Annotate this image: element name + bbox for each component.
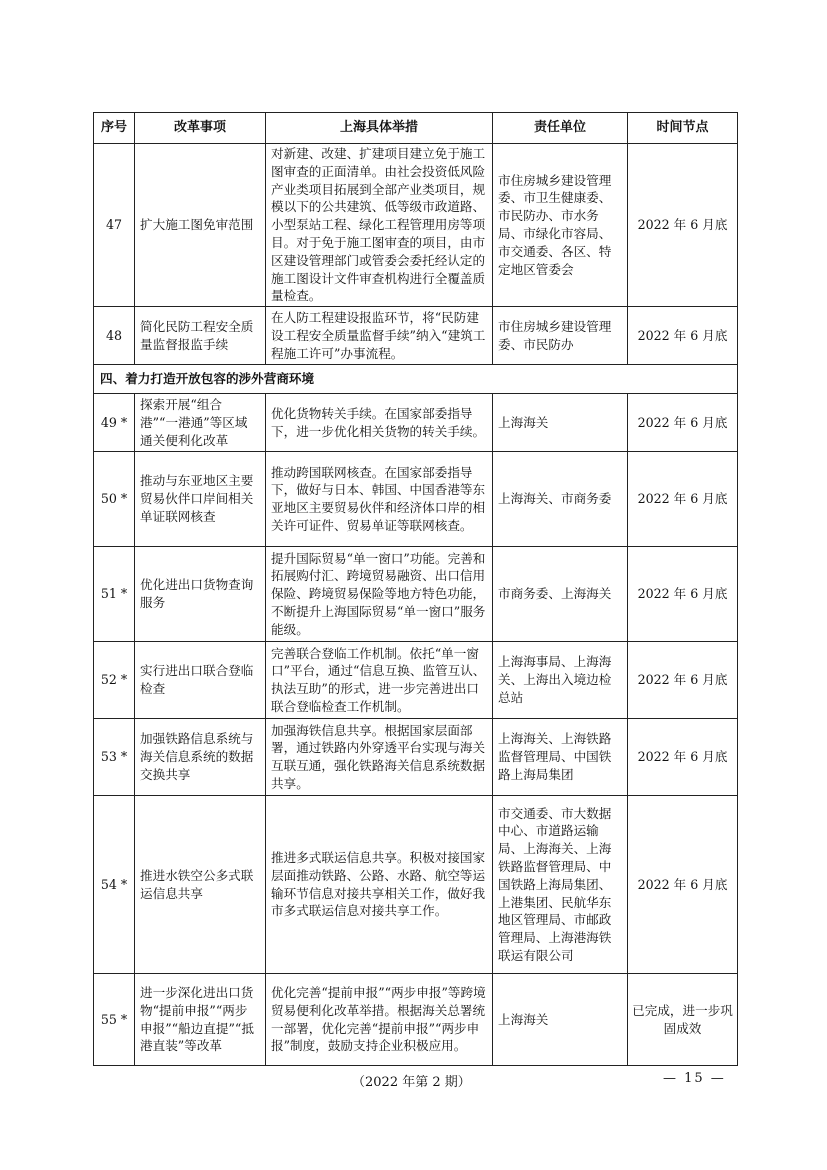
issue-label: （2022 年第 2 期） — [352, 1075, 471, 1090]
header-time: 时间节点 — [628, 113, 738, 144]
header-row — [94, 113, 738, 144]
row-measure: 加强海铁信息共享。根据国家层面部署，通过铁路内外穿透平台实现与海关互联互通，强化铁路海关信息系统数据共享。 — [266, 719, 493, 796]
row-no: 50 * — [94, 452, 135, 547]
page-number: — 15 — — [663, 1071, 726, 1086]
section-row — [94, 365, 738, 394]
table-row — [94, 452, 738, 547]
row-measure: 优化完善“提前申报”“两步申报”等跨境贸易便利化改革举措。根据海关总署统一部署，优化完善“提前申报”“两步申报”制度，鼓励支持企业积极应用。 — [266, 974, 493, 1066]
row-item: 优化进出口货物查询服务 — [135, 547, 266, 642]
row-time: 2022 年 6 月底 — [628, 394, 738, 452]
row-unit: 上海海关 — [493, 974, 628, 1066]
row-time: 2022 年 6 月底 — [628, 719, 738, 796]
row-item: 实行进出口联合登临检查 — [135, 642, 266, 719]
row-item: 推进水铁空公多式联运信息共享 — [135, 796, 266, 974]
row-item: 探索开展“组合港”“一港通”等区域通关便利化改革 — [135, 394, 266, 452]
row-no: 55 * — [94, 974, 135, 1066]
row-no: 53 * — [94, 719, 135, 796]
table-row — [94, 974, 738, 1066]
row-time: 2022 年 6 月底 — [628, 642, 738, 719]
header-no: 序号 — [94, 113, 135, 144]
row-no: 49 * — [94, 394, 135, 452]
row-no: 47 — [94, 144, 135, 307]
header-unit: 责任单位 — [493, 113, 628, 144]
row-item: 推动与东亚地区主要贸易伙伴口岸间相关单证联网核查 — [135, 452, 266, 547]
row-time: 已完成，进一步巩固成效 — [628, 974, 738, 1066]
row-unit: 市交通委、市大数据中心、市道路运输局、上海海关、上海铁路监督管理局、中国铁路上海局集团、上港集团、民航华东地区管理局、市邮政管理局、上海港海铁联运有限公司 — [493, 796, 628, 974]
header-item: 改革事项 — [135, 113, 266, 144]
row-time: 2022 年 6 月底 — [628, 307, 738, 365]
header-measure: 上海具体举措 — [266, 113, 493, 144]
row-unit: 市住房城乡建设管理委、市卫生健康委、市民防办、市水务局、市绿化市容局、市交通委、各区、特定地区管委会 — [493, 144, 628, 307]
row-measure: 推动跨国联网核查。在国家部委指导下，做好与日本、韩国、中国香港等东亚地区主要贸易伙伴和经济体口岸的相关许可证件、贸易单证等联网核查。 — [266, 452, 493, 547]
row-unit: 上海海事局、上海海关、上海出入境边检总站 — [493, 642, 628, 719]
row-item: 简化民防工程安全质量监督报监手续 — [135, 307, 266, 365]
row-time: 2022 年 6 月底 — [628, 796, 738, 974]
row-no: 51 * — [94, 547, 135, 642]
table-row — [94, 719, 738, 796]
table-row — [94, 796, 738, 974]
table-row — [94, 307, 738, 365]
page-footer — [0, 1071, 827, 1091]
row-no: 48 — [94, 307, 135, 365]
row-time: 2022 年 6 月底 — [628, 452, 738, 547]
table-row — [94, 144, 738, 307]
row-unit: 市住房城乡建设管理委、市民防办 — [493, 307, 628, 365]
row-item: 扩大施工图免审范围 — [135, 144, 266, 307]
table-row — [94, 547, 738, 642]
row-unit: 上海海关 — [493, 394, 628, 452]
row-measure: 推进多式联运信息共享。积极对接国家层面推动铁路、公路、水路、航空等运输环节信息对接共享相关工作，做好我市多式联运信息对接共享工作。 — [266, 796, 493, 974]
row-measure: 对新建、改建、扩建项目建立免于施工图审查的正面清单。由社会投资低风险产业类项目拓展到全部产业类项目，规模以下的公共建筑、低等级市政道路、小型泵站工程、绿化工程管理用房等项目。对于免于施工图审查的项目，由市区建设管理部门或管委会委托经认定的施工图设计文件审查机构进行全覆盖质量检查。 — [266, 144, 493, 307]
row-measure: 在人防工程建设报监环节，将“民防建设工程安全质量监督手续”纳入“建筑工程施工许可”办事流程。 — [266, 307, 493, 365]
row-measure: 完善联合登临工作机制。依托“单一窗口”平台，通过“信息互换、监管互认、执法互助”的形式，进一步完善进出口联合登临检查工作机制。 — [266, 642, 493, 719]
row-unit: 上海海关、上海铁路监督管理局、中国铁路上海局集团 — [493, 719, 628, 796]
row-unit: 上海海关、市商务委 — [493, 452, 628, 547]
section-heading: 四、着力打造开放包容的涉外营商环境 — [94, 365, 738, 394]
row-measure: 优化货物转关手续。在国家部委指导下，进一步优化相关货物的转关手续。 — [266, 394, 493, 452]
table-row — [94, 394, 738, 452]
row-unit: 市商务委、上海海关 — [493, 547, 628, 642]
row-time: 2022 年 6 月底 — [628, 547, 738, 642]
row-measure: 提升国际贸易“单一窗口”功能。完善和拓展购付汇、跨境贸易融资、出口信用保险、跨境贸易保险等地方特色功能，不断提升上海国际贸易“单一窗口”服务能级。 — [266, 547, 493, 642]
table-row — [94, 642, 738, 719]
row-item: 进一步深化进出口货物“提前申报”“两步申报”“船边直提”“抵港直装”等改革 — [135, 974, 266, 1066]
row-no: 54 * — [94, 796, 135, 974]
row-no: 52 * — [94, 642, 135, 719]
row-item: 加强铁路信息系统与海关信息系统的数据交换共享 — [135, 719, 266, 796]
reform-table — [93, 112, 738, 1066]
row-time: 2022 年 6 月底 — [628, 144, 738, 307]
